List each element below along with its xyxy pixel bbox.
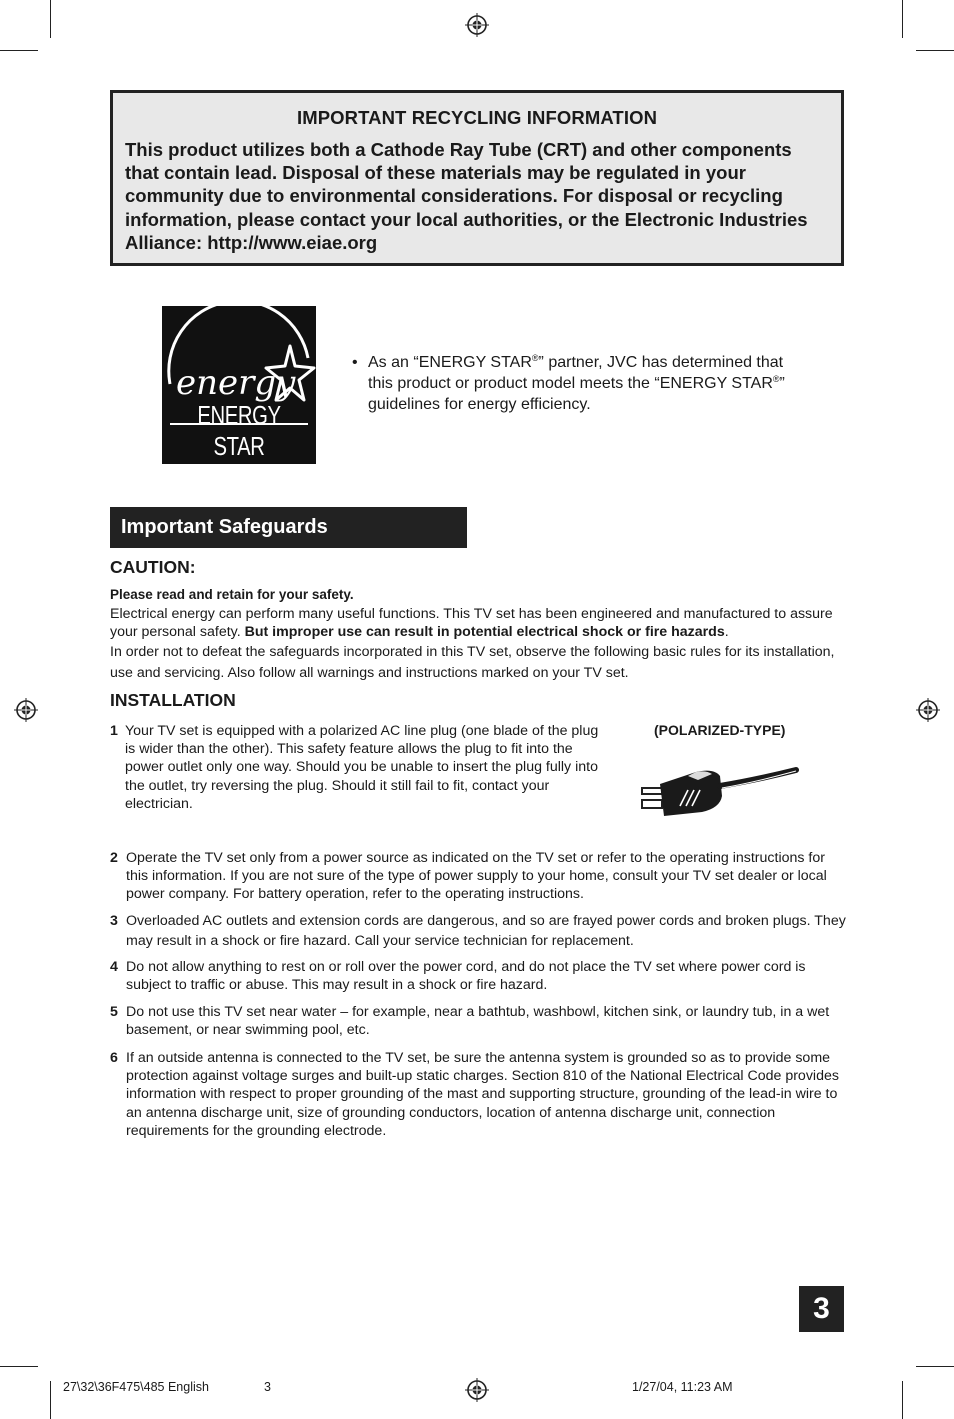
polarized-plug-icon [636,762,802,818]
page-number: 3 [799,1286,844,1332]
crop-mark [0,50,38,51]
item-text: Do not allow anything to rest on or roll over the power cord, and do not place the TV set where power cord is subject to traffic or abuse. This may result in a shock or fire hazard. [126,959,806,994]
crop-mark [916,50,954,51]
energy-star-logo [162,306,316,464]
registration-mark-icon [14,698,38,722]
crop-mark [0,1366,38,1367]
footer-page: 3 [264,1380,271,1394]
item-number: 3 [110,913,118,929]
list-item [110,912,846,951]
section-title: Important Safeguards [121,516,328,538]
caution-subheading: Please read and retain for your safety. [110,587,354,602]
item-text: Operate the TV set only from a power source as indicated on the TV set or refer to the operating instructions for this information. If you are not sure of the type of power supply to your home, consult your TV set dealer or local power company. For battery operation, refer to the operating instructions. [126,850,827,903]
registered-mark: ® [531,353,539,363]
crop-mark [902,0,903,38]
item-number: 4 [110,959,118,975]
energy-statement-part-3: ” guidelines for energy efficiency. [368,375,785,413]
list-item [110,1003,846,1039]
caution-para1-c: . [724,624,729,641]
item-text: Do not use this TV set near water – for example, near a bathtub, washbowl, kitchen sink, or laundry tub, in a wet basement, or near swimming pool, etc. [126,1004,830,1039]
registration-mark-icon [465,13,489,37]
footer-timestamp: 1/27/04, 11:23 AM [632,1380,733,1394]
caution-para2: In order not to defeat the safeguards incorporated in this TV set, observe the following basic rules for its installation, use and servicing. Also follow all warnings and instructions marked on your TV set. [110,643,835,681]
crop-mark [50,0,51,38]
registration-mark-icon [916,698,940,722]
caution-heading: CAUTION: [110,557,196,577]
item-text: Overloaded AC outlets and extension cords are dangerous, and so are frayed power cords and broken plugs. They may result in a shock or fire hazard. Call your service technician for replacement. [126,913,846,949]
crop-mark [916,1366,954,1367]
recycling-title: IMPORTANT RECYCLING INFORMATION [296,107,658,128]
energy-statement-part-1: As an “ENERGY STAR [368,354,532,371]
list-item [110,722,610,813]
bullet-icon: • [352,354,358,371]
energy-script-text: energy [176,363,296,403]
item-number: 1 [110,723,118,739]
recycling-body: This product utilizes both a Cathode Ray Tube (CRT) and other components that contain lead. Disposal of these materials may be regulated in your community due to environmental considerations. For disposal or recycling information, please contact your local authorities, or the Electronic Industries Alliance: http://www.eiae.org [125,139,808,253]
item-number: 5 [110,1004,118,1020]
section-header [110,507,467,548]
recycling-info-box [110,90,844,266]
crop-mark [902,1381,903,1419]
caution-para1-bold: But improper use can result in potential electrical shock or fire hazards [244,624,725,641]
crop-mark [50,1381,51,1419]
item-text: Your TV set is equipped with a polarized AC line plug (one blade of the plug is wider than the other). This safety feature allows the plug to fit into the power outlet only one way. Should you be unable to insert the plug fully into the outlet, try reversing the plug. Should it still fail to fit, contact your electrician. [125,723,599,812]
plug-label: (POLARIZED-TYPE) [654,722,786,738]
item-number: 2 [110,850,118,866]
registered-mark: ® [772,374,780,384]
energy-star-statement [352,352,802,415]
list-item [110,1049,846,1140]
footer-filename: 27\32\36F475\485 English [63,1380,209,1394]
energy-star-logo-text: ENERGY STAR [197,400,281,461]
item-text: If an outside antenna is connected to the TV set, be sure the antenna system is grounded so as to provide some protection against voltage surges and built-up static charges. Section 810 of the National Electrical Code provides information with respect to proper grounding of the mast and supporting structure, grounding of the lead-in wire to an antenna discharge unit, size of grounding conductors, location of antenna discharge unit, connection requirements for the grounding electrode. [126,1050,839,1139]
energy-statement-part-2: ” partner, JVC has determined that this product or product model meets the “ENERGY STAR [368,354,784,392]
list-item [110,849,846,904]
list-item [110,958,846,994]
installation-heading: INSTALLATION [110,690,236,710]
registration-mark-icon [465,1378,489,1402]
caution-para1-a: Electrical energy can perform many useful functions. This TV set has been engineered and manufactured to assure your personal safety. [110,606,833,641]
item-number: 6 [110,1050,118,1066]
caution-text [110,605,846,684]
